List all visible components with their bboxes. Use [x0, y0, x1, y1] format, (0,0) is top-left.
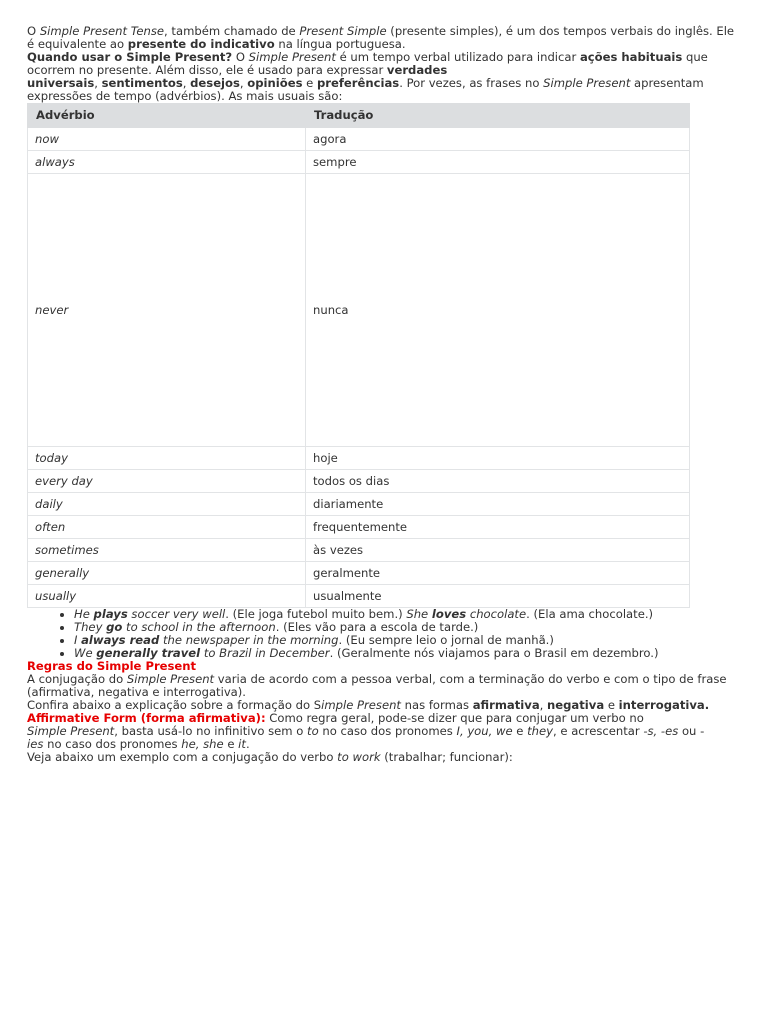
- adverb-cell: sometimes: [28, 539, 306, 562]
- translation-cell: diariamente: [306, 493, 690, 516]
- table-row: [28, 174, 690, 447]
- table-row: [28, 447, 690, 470]
- table-row: [28, 128, 690, 151]
- adverb-cell: usually: [28, 585, 306, 608]
- table-header-row: [28, 104, 690, 128]
- example-intro-paragraph: Veja abaixo um exemplo com a conjugação do verbo to work (trabalhar; funcionar):: [27, 750, 513, 764]
- translation-cell: às vezes: [306, 539, 690, 562]
- list-item: • He plays soccer very well. (Ele joga futebol muito bem.) She loves chocolate. (Ela ama chocolate.): [74, 608, 743, 621]
- translation-cell: nunca: [306, 174, 690, 447]
- translation-cell: hoje: [306, 447, 690, 470]
- table-row: [28, 470, 690, 493]
- table-row: [28, 539, 690, 562]
- examples-list: [27, 608, 743, 660]
- translation-cell: agora: [306, 128, 690, 151]
- table-row: [28, 585, 690, 608]
- table-row: [28, 516, 690, 539]
- affirmative-heading: Affirmative Form (forma afirmativa):: [27, 711, 266, 725]
- header-adverbio: Advérbio: [28, 104, 306, 128]
- translation-cell: frequentemente: [306, 516, 690, 539]
- forms-paragraph: Confira abaixo a explicação sobre a formação do Simple Present nas formas afirmativa, negativa e interrogativa.: [27, 698, 710, 712]
- rules-heading: Regras do Simple Present: [27, 659, 197, 673]
- adverbs-table: [27, 103, 690, 608]
- list-item: • They go to school in the afternoon. (Eles vão para a escola de tarde.): [74, 621, 743, 634]
- header-traducao: Tradução: [306, 104, 690, 128]
- adverb-cell: never: [28, 174, 306, 447]
- adverb-cell: generally: [28, 562, 306, 585]
- translation-cell: geralmente: [306, 562, 690, 585]
- adverb-cell: now: [28, 128, 306, 151]
- translation-cell: todos os dias: [306, 470, 690, 493]
- translation-cell: usualmente: [306, 585, 690, 608]
- list-item: • We generally travel to Brazil in December. (Geralmente nós viajamos para o Brasil em dezembro.): [74, 647, 743, 660]
- conjugation-paragraph: A conjugação do Simple Present varia de acordo com a pessoa verbal, com a terminação do verbo e com o tipo de frase (afirmativa, negativa e interrogativa).: [27, 672, 727, 699]
- adverb-cell: always: [28, 151, 306, 174]
- when-to-use-paragraph: Quando usar o Simple Present? O Simple Present é um tempo verbal utilizado para indicar ações habituais que ocorrem no presente. Além disso, ele é usado para expressar verdades universais, sentimentos, desejos, opiniões e preferências. Por vezes, as frases no Simple Present apresentam expressões de tempo (advérbios). As mais usuais são:: [27, 50, 708, 103]
- article-content: [27, 25, 743, 764]
- adverb-cell: daily: [28, 493, 306, 516]
- translation-cell: sempre: [306, 151, 690, 174]
- adverb-cell: every day: [28, 470, 306, 493]
- affirmative-paragraph: Affirmative Form (forma afirmativa): Como regra geral, pode-se dizer que para conjugar um verbo no Simple Present, basta usá-lo no infinitivo sem o to no caso dos pronomes I, you, we e they, e acrescentar -s, -es ou - ies no caso dos pronomes he, she e it.: [27, 711, 705, 751]
- adverb-cell: today: [28, 447, 306, 470]
- table-row: [28, 151, 690, 174]
- intro-paragraph: O Simple Present Tense, também chamado de Present Simple (presente simples), é um dos tempos verbais do inglês. Ele é equivalente ao presente do indicativo na língua portuguesa.: [27, 24, 735, 51]
- table-row: [28, 562, 690, 585]
- list-item: • I always read the newspaper in the morning. (Eu sempre leio o jornal de manhã.): [74, 634, 743, 647]
- table-row: [28, 493, 690, 516]
- adverb-cell: often: [28, 516, 306, 539]
